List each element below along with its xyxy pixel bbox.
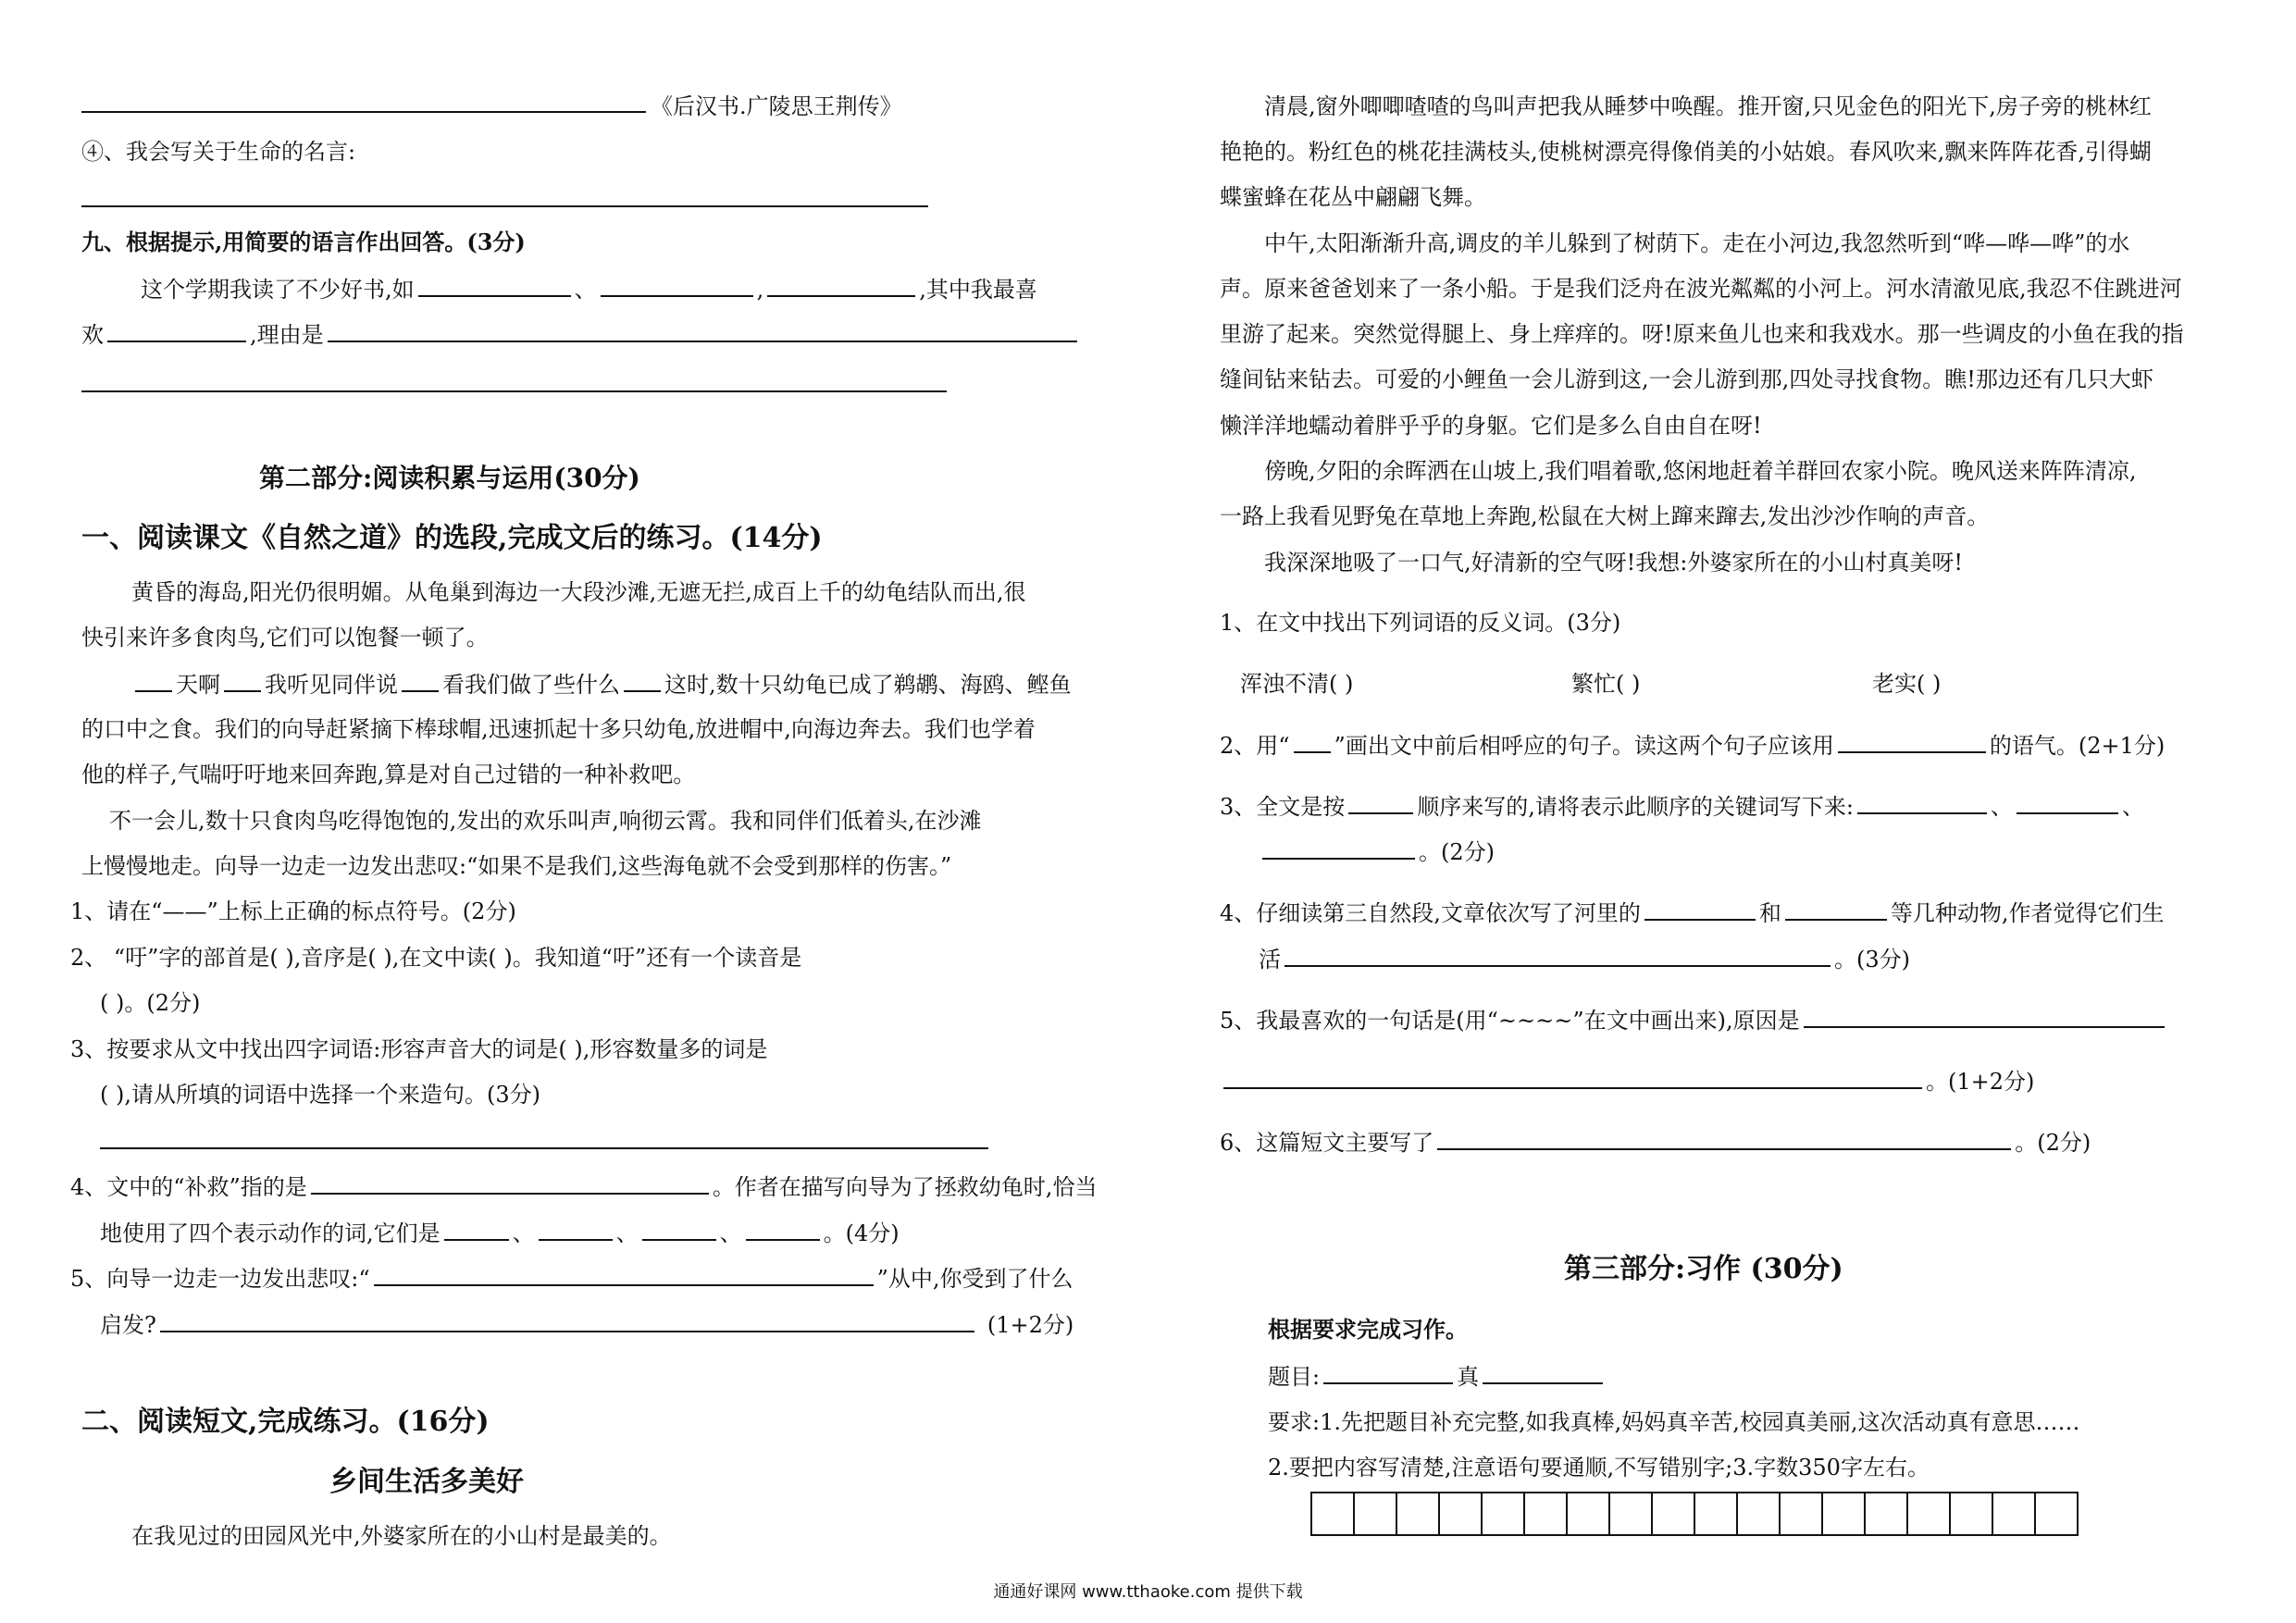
answer-blank[interactable] — [328, 318, 1077, 342]
sec2-title: 二、阅读短文,完成练习。(16分) — [81, 1406, 490, 1438]
answer-blank[interactable] — [1323, 1360, 1453, 1384]
answer-blank[interactable] — [1262, 836, 1415, 860]
grid-cell[interactable] — [2034, 1492, 2079, 1536]
q4-text: 。(4分) — [823, 1220, 900, 1246]
antonym-1: 浑浊不清( ) — [1240, 671, 1354, 697]
grid-cell[interactable] — [1651, 1492, 1695, 1536]
grid-cell[interactable] — [1906, 1492, 1951, 1536]
story-line: 我深深地吸了一口气,好清新的空气呀!我想:外婆家所在的小山村真美呀! — [1264, 550, 1964, 576]
part2-title: 第二部分:阅读积累与运用(30分) — [259, 463, 640, 493]
passage-text: 天啊 — [176, 672, 220, 698]
antonym-2: 繁忙( ) — [1571, 671, 1641, 697]
r-question-3-cont — [1259, 836, 1495, 868]
answer-blank[interactable] — [539, 1217, 613, 1241]
passage-line: 快引来许多食肉鸟,它们可以饱餐一顿了。 — [81, 625, 489, 650]
answer-blank[interactable] — [1644, 897, 1756, 921]
answer-blank[interactable] — [767, 273, 915, 297]
rq6-text: 6、这篇短文主要写了 — [1220, 1130, 1434, 1156]
answer-line[interactable] — [81, 390, 947, 392]
rq2-text: ”画出文中前后相呼应的句子。读这两个句子应该用 — [1334, 733, 1834, 759]
grid-cell[interactable] — [1523, 1492, 1568, 1536]
rq4-text: 活 — [1259, 947, 1281, 973]
answer-blank[interactable] — [160, 1308, 974, 1332]
q4-text: 。作者在描写向导为了拯救幼龟时,恰当 — [712, 1174, 1098, 1200]
story-line: 清晨,窗外唧唧喳喳的鸟叫声把我从睡梦中唤醒。推开窗,只见金色的阳光下,房子旁的桃林红 — [1264, 93, 2152, 119]
answer-blank[interactable] — [1804, 1004, 2165, 1028]
rq4-text: 和 — [1758, 900, 1781, 926]
answer-blank[interactable] — [1838, 729, 1986, 753]
answer-blank[interactable] — [1294, 729, 1331, 753]
source-citation: 《后汉书.广陵思王荆传》 — [651, 93, 902, 119]
passage-text: 看我们做了些什么 — [442, 672, 620, 698]
question-1: 1、请在“——”上标上正确的标点符号。(2分) — [70, 898, 516, 924]
answer-blank[interactable] — [402, 668, 439, 692]
q9-title: 九、根据提示,用简要的语言作出回答。(3分) — [81, 229, 526, 255]
passage-line: 不一会儿,数十只食肉鸟吃得饱饱的,发出的欢乐叫声,响彻云霄。我和同伴们低着头,在沙滩 — [109, 808, 982, 834]
story-line: 蝶蜜蜂在花丛中翩翩飞舞。 — [1220, 184, 1486, 210]
passage-line: 黄昏的海岛,阳光仍很明媚。从龟巢到海边一大段沙滩,无遮无拦,成百上千的幼龟结队而出,很 — [131, 579, 1026, 605]
grid-cell[interactable] — [1992, 1492, 2036, 1536]
separator: 、 — [574, 277, 597, 303]
rq3-text: 3、全文是按 — [1220, 794, 1346, 820]
story-title: 乡间生活多美好 — [329, 1466, 524, 1498]
answer-line[interactable] — [81, 205, 928, 207]
rq3-text: 。(2分) — [1419, 839, 1495, 865]
r-question-6 — [1220, 1126, 2091, 1158]
question-4-cont — [100, 1217, 900, 1249]
question-2: 2、 “吁”字的部首是( ),音序是( ),在文中读( )。我知道“吁”还有一个读音是 — [70, 945, 802, 971]
grid-cell[interactable] — [1736, 1492, 1781, 1536]
answer-blank[interactable] — [642, 1217, 716, 1241]
grid-cell[interactable] — [1353, 1492, 1397, 1536]
grid-cell[interactable] — [1779, 1492, 1823, 1536]
writing-grid[interactable] — [1312, 1492, 2079, 1536]
q9-line1 — [141, 273, 1037, 305]
q4-text: 4、文中的“补救”指的是 — [70, 1174, 307, 1200]
grid-cell[interactable] — [1864, 1492, 1908, 1536]
separator: 、 — [512, 1220, 535, 1246]
q5-text: 启发? — [100, 1312, 156, 1338]
story-line: 艳艳的。粉红色的桃花挂满枝头,使桃树漂亮得像俏美的小姑娘。春风吹来,飘来阵阵花香,引得蝴 — [1220, 139, 2152, 165]
answer-blank[interactable] — [224, 668, 261, 692]
q4-label: ④、我会写关于生命的名言: — [81, 139, 356, 165]
grid-cell[interactable] — [1694, 1492, 1738, 1536]
q5-text: ”从中,你受到了什么 — [876, 1266, 1074, 1292]
story-paragraph: 在我见过的田园风光中,外婆家所在的小山村是最美的。 — [131, 1523, 672, 1549]
story-line: 懒洋洋地蠕动着胖乎乎的身躯。它们是多么自由自在呀! — [1220, 413, 1762, 439]
topic-label: 真 — [1457, 1364, 1480, 1390]
grid-cell[interactable] — [1310, 1492, 1355, 1536]
answer-blank[interactable] — [1285, 943, 1831, 967]
story-line: 里游了起来。突然觉得腿上、身上痒痒的。呀!原来鱼儿也来和我戏水。那一些调皮的小鱼在我的指 — [1220, 321, 2184, 347]
r-question-4 — [1220, 897, 2165, 929]
answer-blank[interactable] — [311, 1171, 709, 1195]
answer-blank[interactable] — [1857, 790, 1987, 814]
r-question-2 — [1220, 729, 2165, 762]
q9-text: ,理由是 — [250, 322, 324, 348]
q9-text: 欢 — [81, 322, 104, 348]
answer-blank[interactable] — [1437, 1126, 2011, 1150]
answer-blank[interactable] — [2017, 790, 2118, 814]
story-line: 中午,太阳渐渐升高,调皮的羊儿躲到了树荫下。走在小河边,我忽然听到“哗—哗—哗”的水 — [1264, 230, 2130, 256]
antonym-3: 老实( ) — [1872, 671, 1942, 697]
r-question-5-cont — [1220, 1065, 2034, 1097]
answer-blank[interactable] — [418, 273, 571, 297]
q9-text: ,其中我最喜 — [919, 277, 1037, 303]
separator: 、 — [1991, 794, 2013, 820]
answer-blank[interactable] — [444, 1217, 509, 1241]
composition-instruction: 根据要求完成习作。 — [1268, 1316, 1468, 1343]
answer-blank[interactable] — [107, 318, 246, 342]
story-line: 声。原来爸爸划来了一条小船。于是我们泛舟在波光粼粼的小河上。河水清澈见底,我忍不住跳进河 — [1220, 276, 2182, 302]
q9-text: 这个学期我读了不少好书,如 — [141, 277, 415, 303]
question-5-cont — [100, 1308, 1074, 1341]
answer-line[interactable] — [100, 1147, 988, 1149]
separator: 、 — [615, 1220, 639, 1246]
separator: 、 — [2122, 794, 2144, 820]
grid-cell[interactable] — [1566, 1492, 1610, 1536]
question-5 — [70, 1262, 1074, 1295]
r-question-1: 1、在文中找出下列词语的反义词。(3分) — [1220, 610, 1621, 636]
composition-requirement: 要求:1.先把题目补充完整,如我真棒,妈妈真辛苦,校园真美丽,这次活动真有意思…… — [1268, 1409, 2080, 1435]
grid-cell[interactable] — [1438, 1492, 1483, 1536]
story-line: 一路上我看见野兔在草地上奔跑,松鼠在大树上蹿来蹿去,发出沙沙作响的声音。 — [1220, 503, 1990, 529]
grid-cell[interactable] — [1396, 1492, 1440, 1536]
passage-line: 的口中之食。我们的向导赶紧摘下棒球帽,迅速抓起十多只幼龟,放进帽中,向海边奔去。我们也学着 — [81, 716, 1036, 742]
answer-blank[interactable] — [374, 1262, 874, 1286]
answer-blank[interactable] — [135, 668, 172, 692]
q5-text: 5、向导一边走一边发出悲叹:“ — [70, 1266, 370, 1292]
rq3-text: 顺序来写的,请将表示此顺序的关键词写下来: — [1417, 794, 1854, 820]
grid-cell[interactable] — [1481, 1492, 1525, 1536]
r-question-4-cont — [1259, 943, 1910, 975]
rq4-text: 4、仔细读第三自然段,文章依次写了河里的 — [1220, 900, 1641, 926]
passage-line: 他的样子,气喘吁吁地来回奔跑,算是对自己过错的一种补救吧。 — [81, 762, 696, 787]
r-question-5 — [1220, 1004, 2168, 1036]
q5-text: (1+2分) — [987, 1312, 1074, 1338]
answer-blank[interactable] — [1483, 1360, 1603, 1384]
part3-title: 第三部分:习作 (30分) — [1564, 1253, 1843, 1285]
passage-text: 我听见同伴说 — [265, 672, 398, 698]
q9-line2 — [81, 318, 1081, 351]
r-question-3 — [1220, 790, 2144, 823]
passage-line — [131, 668, 1072, 700]
question-3: 3、按要求从文中找出四字词语:形容声音大的词是( ),形容数量多的词是 — [70, 1036, 768, 1062]
rq4-text: 。(3分) — [1834, 947, 1910, 973]
grid-cell[interactable] — [1608, 1492, 1653, 1536]
grid-cell[interactable] — [1821, 1492, 1866, 1536]
passage-text: 这时,数十只幼龟已成了鹈鹕、海鸥、鲣鱼 — [664, 672, 1072, 698]
separator: , — [756, 277, 764, 303]
rq5-text: 5、我最喜欢的一句话是(用“~~~~”在文中画出来),原因是 — [1220, 1008, 1800, 1034]
separator: 、 — [719, 1220, 742, 1246]
rq2-text: 2、用“ — [1220, 733, 1290, 759]
topic-label: 题目: — [1268, 1364, 1321, 1390]
passage-line: 上慢慢地走。向导一边走一边发出悲叹:“如果不是我们,这些海龟就不会受到那样的伤害。” — [81, 853, 952, 879]
answer-blank[interactable] — [1348, 790, 1413, 814]
answer-line[interactable] — [81, 111, 646, 113]
story-line: 傍晚,夕阳的余晖洒在山坡上,我们唱着歌,悠闲地赶着羊群回农家小院。晚风送来阵阵清凉, — [1264, 458, 2137, 484]
composition-topic — [1268, 1360, 1607, 1393]
answer-blank[interactable] — [601, 273, 753, 297]
composition-requirement: 2.要把内容写清楚,注意语句要通顺,不写错别字;3.字数350字左右。 — [1268, 1455, 1930, 1481]
rq2-text: 的语气。(2+1分) — [1989, 733, 2166, 759]
answer-blank[interactable] — [624, 668, 661, 692]
question-3-cont: ( ),请从所填的词语中选择一个来造句。(3分) — [100, 1082, 540, 1108]
page-footer: 通通好课网 www.tthaoke.com 提供下载 — [993, 1582, 1303, 1602]
answer-blank[interactable] — [1785, 897, 1887, 921]
rq6-text: 。(2分) — [2015, 1130, 2091, 1156]
question-2-cont: ( )。(2分) — [100, 990, 201, 1016]
answer-blank[interactable] — [746, 1217, 820, 1241]
q4-text: 地使用了四个表示动作的词,它们是 — [100, 1220, 441, 1246]
grid-cell[interactable] — [1949, 1492, 1993, 1536]
question-4 — [70, 1171, 1097, 1203]
rq5-text: 。(1+2分) — [1926, 1069, 2035, 1095]
story-line: 缝间钻来钻去。可爱的小鲤鱼一会儿游到这,一会儿游到那,四处寻找食物。瞧!那边还有几只大虾 — [1220, 366, 2153, 392]
answer-blank[interactable] — [1223, 1065, 1922, 1089]
rq4-text: 等几种动物,作者觉得它们生 — [1890, 900, 2165, 926]
sec1-title: 一、阅读课文《自然之道》的选段,完成文后的练习。(14分) — [81, 522, 823, 554]
